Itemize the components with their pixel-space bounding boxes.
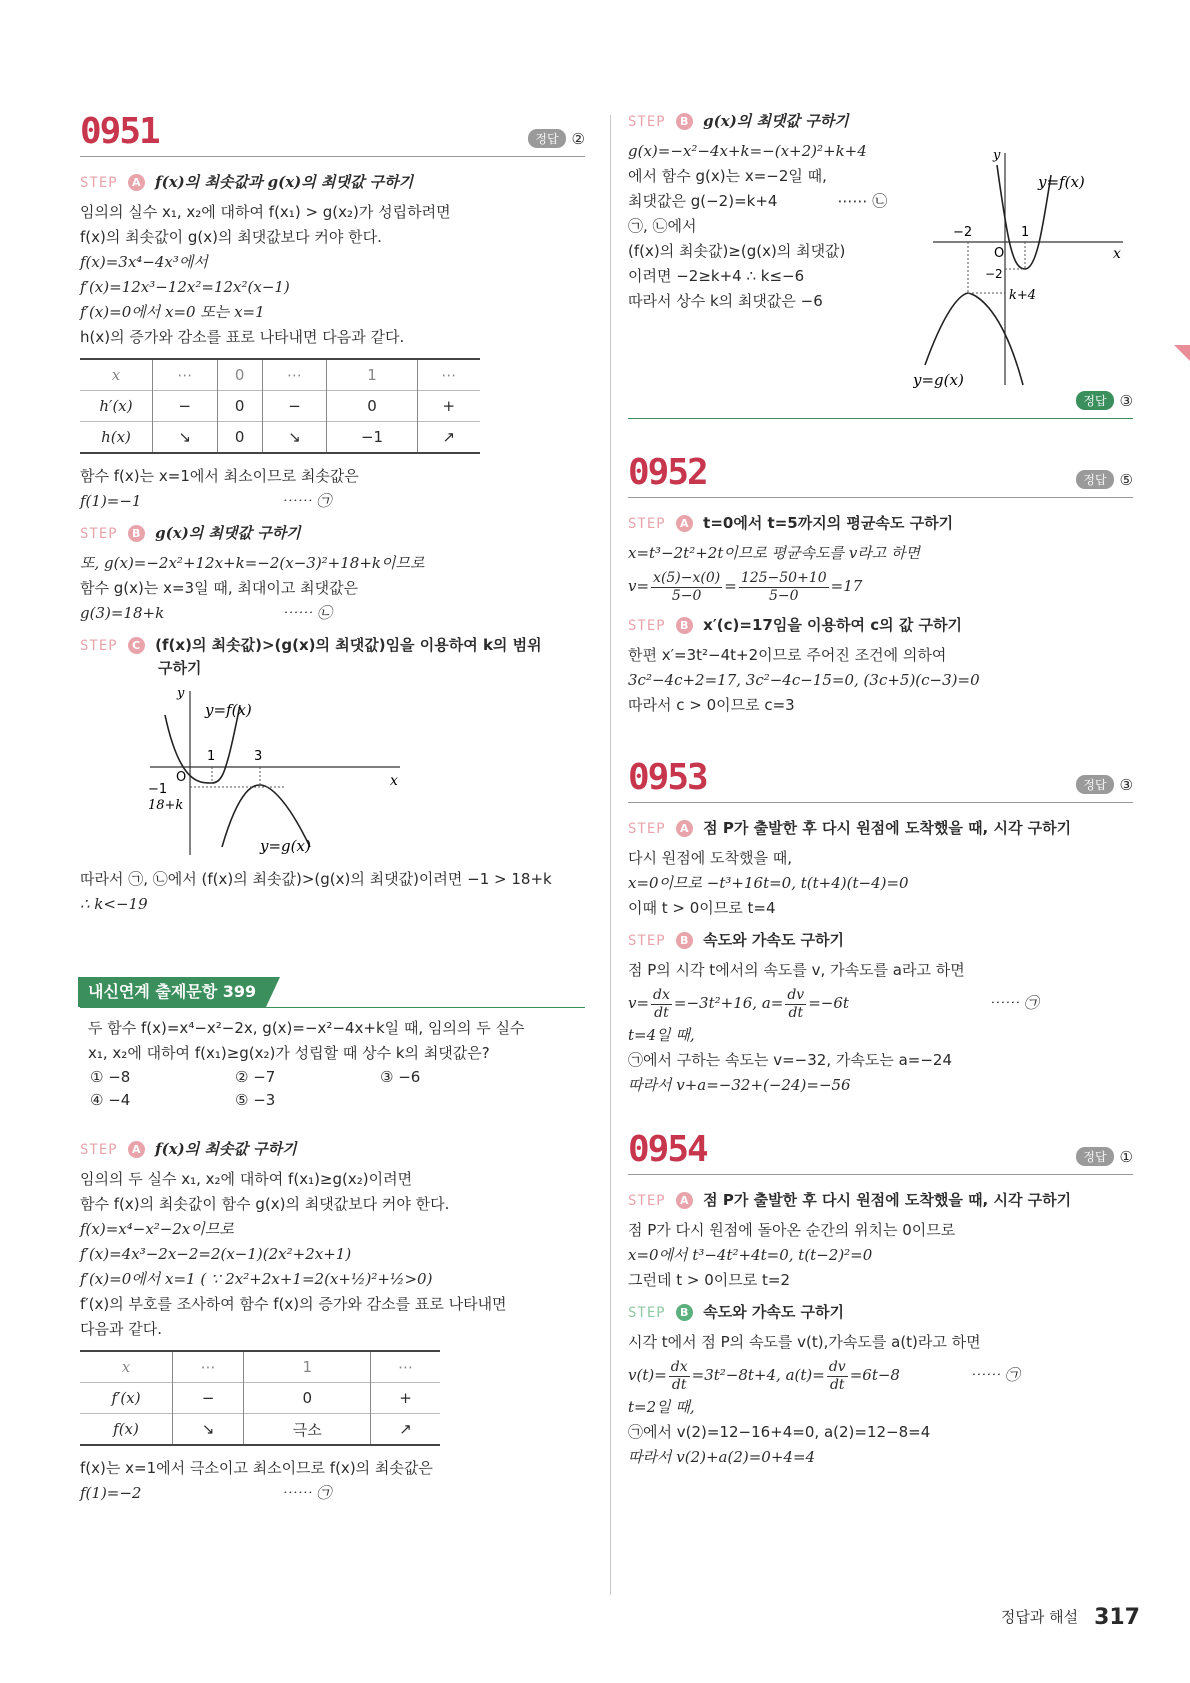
table-cell: ↗ bbox=[417, 422, 480, 454]
table-cell: ⋯ bbox=[417, 359, 480, 391]
solution-line: ㉠에서 구하는 속도는 v=−32, 가속도는 a=−24 bbox=[628, 1051, 953, 1069]
step-heading bbox=[80, 634, 585, 679]
axis-label-x: x bbox=[1113, 246, 1121, 262]
denominator: dt bbox=[829, 1376, 845, 1393]
curve-label-gx: y=g(x) bbox=[913, 371, 964, 389]
step-tag: STEP bbox=[80, 175, 118, 191]
fraction bbox=[739, 570, 829, 605]
step-title: f(x)의 최솟값 구하기 bbox=[155, 1140, 297, 1158]
origin-label: O bbox=[176, 770, 187, 785]
fraction bbox=[785, 987, 806, 1022]
table-cell: f(x) bbox=[80, 1414, 173, 1446]
solution-line: 3c²−4c+2=17, 3c²−4c−15=0, (3c+5)(c−3)=0 bbox=[628, 671, 980, 689]
equation: g(3)=18+k bbox=[80, 604, 165, 622]
answer-value: ⑤ bbox=[1119, 471, 1133, 489]
choice[interactable]: ③ −6 bbox=[380, 1068, 421, 1086]
answer-value: ② bbox=[571, 130, 585, 148]
step-letter: B bbox=[676, 932, 693, 949]
equation-mark: ⋯⋯ ㉠ bbox=[281, 1484, 332, 1502]
step-tag: STEP bbox=[628, 821, 666, 837]
table-cell: ⋯ bbox=[371, 1351, 440, 1383]
table-cell: − bbox=[153, 391, 218, 422]
curve-label-gx: y=g(x) bbox=[260, 837, 311, 855]
solution-line: 따라서 ㉠, ㉡에서 (f(x)의 최솟값)>(g(x)의 최댓값)이려면 −1 > 18+k bbox=[80, 870, 552, 888]
table-cell: 0 bbox=[244, 1383, 371, 1414]
solution-line: ㉠, ㉡에서 bbox=[628, 217, 697, 235]
tick-label: 1 bbox=[1021, 225, 1030, 240]
step-tag: STEP bbox=[80, 526, 118, 542]
tick-label: 1 bbox=[207, 749, 216, 764]
answer bbox=[1076, 775, 1133, 794]
answer bbox=[1076, 391, 1133, 410]
problem-0951-header bbox=[80, 110, 585, 157]
step-tag: STEP bbox=[628, 1305, 666, 1321]
equation-mark: ⋯⋯ ㉠ bbox=[988, 994, 1039, 1012]
solution-line: (f(x)의 최솟값)≥(g(x)의 최댓값) bbox=[628, 242, 846, 260]
tick-label: k+4 bbox=[1009, 288, 1037, 303]
fraction bbox=[827, 1359, 848, 1394]
fraction bbox=[651, 570, 722, 605]
answer-value: ③ bbox=[1119, 776, 1133, 794]
denominator: 5−0 bbox=[671, 587, 702, 604]
answer-badge: 정답 bbox=[1076, 391, 1113, 410]
numerator: dv bbox=[828, 1358, 846, 1375]
solution-line bbox=[80, 489, 585, 514]
table-cell: ⋯ bbox=[262, 359, 327, 391]
solution-line: 시각 t에서 점 P의 속도를 v(t),가속도를 a(t)라고 하면 bbox=[628, 1333, 981, 1351]
table-cell: 1 bbox=[244, 1351, 371, 1383]
section-rule bbox=[628, 418, 1133, 419]
solution-line: 따라서 v(2)+a(2)=0+4=4 bbox=[628, 1448, 816, 1466]
equation-mark: ⋯⋯ ㉡ bbox=[837, 192, 888, 210]
solution-line: ㉠에서 v(2)=12−16+4=0, a(2)=12−8=4 bbox=[628, 1423, 931, 1441]
solution-line: x=t³−2t²+2t이므로 평균속도를 v라고 하면 bbox=[628, 544, 921, 562]
answer-badge: 정답 bbox=[1076, 775, 1113, 794]
step-letter: B bbox=[676, 617, 693, 634]
solution-line: 이때 t > 0이므로 t=4 bbox=[628, 899, 776, 917]
increase-decrease-table bbox=[80, 1350, 440, 1446]
table-cell: ⋯ bbox=[153, 359, 218, 391]
table-cell: ↗ bbox=[371, 1414, 440, 1446]
table-cell: 0 bbox=[327, 391, 417, 422]
curve-label-fx: y=f(x) bbox=[205, 701, 252, 719]
step-heading bbox=[628, 512, 1133, 535]
solution-line: f′(x)=4x³−2x−2=2(x−1)(2x²+2x+1) bbox=[80, 1245, 352, 1263]
step-letter: A bbox=[676, 515, 693, 532]
problem-number: 0951 bbox=[80, 111, 159, 152]
step-tag: STEP bbox=[628, 933, 666, 949]
step-heading bbox=[628, 817, 1133, 840]
table-cell: h′(x) bbox=[80, 391, 153, 422]
answer-value: ① bbox=[1119, 1148, 1133, 1166]
table-cell: ↘ bbox=[153, 422, 218, 454]
graph-fx-gx-0951 bbox=[80, 685, 585, 863]
table-cell: 극소 bbox=[244, 1414, 371, 1446]
step-title: x′(c)=17임을 이용하여 c의 값 구하기 bbox=[703, 616, 963, 634]
solution-line: ∴ k<−19 bbox=[80, 895, 148, 913]
table-cell: x bbox=[80, 359, 153, 391]
answer-badge: 정답 bbox=[528, 129, 565, 148]
step-title: 점 P가 출발한 후 다시 원점에 도착했을 때, 시각 구하기 bbox=[703, 819, 1072, 837]
solution-line: f′(x)=12x³−12x²=12x²(x−1) bbox=[80, 278, 290, 296]
step-tag: STEP bbox=[628, 516, 666, 532]
solution-line: 이려면 −2≥k+4 ∴ k≤−6 bbox=[628, 267, 805, 285]
solution-line: 그런데 t > 0이므로 t=2 bbox=[628, 1271, 790, 1289]
step-letter: A bbox=[676, 1192, 693, 1209]
footer-label: 정답과 해설 bbox=[1000, 1608, 1079, 1626]
step-title: 점 P가 출발한 후 다시 원점에 도착했을 때, 시각 구하기 bbox=[703, 1191, 1072, 1209]
solution-line: t=2일 때, bbox=[628, 1398, 695, 1416]
equation: =17 bbox=[830, 577, 863, 595]
answer-badge: 정답 bbox=[1076, 470, 1113, 489]
choice[interactable]: ② −7 bbox=[235, 1068, 276, 1086]
equation: =3t²−8t+4, a(t)= bbox=[691, 1366, 825, 1384]
solution-line: 따라서 상수 k의 최댓값은 −6 bbox=[628, 292, 823, 310]
table-cell: + bbox=[371, 1383, 440, 1414]
step-tag: STEP bbox=[628, 1193, 666, 1209]
solution-line: 함수 f(x)의 최솟값이 함수 g(x)의 최댓값보다 커야 한다. bbox=[80, 1195, 450, 1213]
solution-line: 다시 원점에 도착했을 때, bbox=[628, 849, 792, 867]
solution-line: t=4일 때, bbox=[628, 1026, 695, 1044]
table-cell: −1 bbox=[327, 422, 417, 454]
numerator: 125−50+10 bbox=[740, 569, 827, 586]
solution-line: f′(x)=0에서 x=0 또는 x=1 bbox=[80, 303, 265, 321]
solution-line: f(x)=x⁴−x²−2x이므로 bbox=[80, 1220, 234, 1238]
numerator: dx bbox=[670, 1358, 688, 1375]
fraction bbox=[651, 987, 672, 1022]
solution-line: f(x)=3x⁴−4x³에서 bbox=[80, 253, 208, 271]
table-cell: ↘ bbox=[262, 422, 327, 454]
denominator: 5−0 bbox=[768, 587, 799, 604]
table-cell: f′(x) bbox=[80, 1383, 173, 1414]
step-heading bbox=[628, 110, 1133, 133]
tick-label: 18+k bbox=[148, 798, 184, 813]
solution-line: 임의의 실수 x₁, x₂에 대하여 f(x₁) > g(x₂)가 성립하려면 bbox=[80, 203, 451, 221]
step-heading bbox=[80, 522, 585, 545]
page-number: 317 bbox=[1094, 1605, 1140, 1630]
table-cell: ⋯ bbox=[173, 1351, 244, 1383]
step-title: f(x)의 최솟값과 g(x)의 최댓값 구하기 bbox=[155, 173, 414, 191]
equation: v= bbox=[628, 994, 650, 1012]
equation: v= bbox=[628, 577, 650, 595]
graph-fx-gx-naeshin bbox=[913, 145, 1133, 395]
equation: =−6t bbox=[808, 994, 849, 1012]
question-line: x₁, x₂에 대하여 f(x₁)≥g(x₂)가 성립할 때 상수 k의 최댓값은? bbox=[88, 1044, 490, 1062]
solution-line: f(x)는 x=1에서 극소이고 최소이므로 f(x)의 최솟값은 bbox=[80, 1459, 433, 1477]
tick-label: 3 bbox=[254, 749, 263, 764]
solution-line: f′(x)의 부호를 조사하여 함수 f(x)의 증가와 감소를 표로 나타내면 bbox=[80, 1295, 507, 1313]
step-title: 속도와 가속도 구하기 bbox=[703, 1303, 845, 1321]
question-line: 두 함수 f(x)=x⁴−x²−2x, g(x)=−x²−4x+k일 때, 임의의 두 실수 bbox=[88, 1019, 525, 1037]
equation: =6t−8 bbox=[849, 1366, 900, 1384]
solution-line: 함수 g(x)는 x=3일 때, 최대이고 최댓값은 bbox=[80, 579, 359, 597]
curve-label-fx: y=f(x) bbox=[1038, 173, 1085, 191]
left-column bbox=[80, 110, 585, 1506]
solution-line: 한편 x′=3t²−4t+2이므로 주어진 조건에 의하여 bbox=[628, 646, 947, 664]
choice[interactable]: ① −8 bbox=[90, 1068, 131, 1086]
step-letter: B bbox=[676, 113, 693, 130]
step-heading bbox=[628, 1301, 1133, 1324]
step-letter: B bbox=[128, 525, 145, 542]
equation-mark: ⋯⋯ ㉠ bbox=[281, 492, 332, 510]
axis-label-x: x bbox=[390, 773, 398, 789]
equation: f(1)=−2 bbox=[80, 1484, 142, 1502]
solution-line: 다음과 같다. bbox=[80, 1320, 162, 1338]
page-footer bbox=[1001, 1605, 1140, 1630]
naeshin-banner bbox=[80, 977, 585, 1008]
tick-label: −2 bbox=[953, 225, 973, 240]
equation: f(1)=−1 bbox=[80, 492, 142, 510]
step-letter: A bbox=[128, 1141, 145, 1158]
table-cell: − bbox=[262, 391, 327, 422]
choice[interactable]: ④ −4 bbox=[90, 1091, 131, 1109]
step-title: t=0에서 t=5까지의 평균속도 구하기 bbox=[703, 514, 954, 532]
table-cell: h(x) bbox=[80, 422, 153, 454]
solution-line: f′(x)=0에서 x=1 ( ∵ 2x²+2x+1=2(x+½)²+½>0) bbox=[80, 1270, 433, 1288]
denominator: dt bbox=[788, 1004, 804, 1021]
numerator: dv bbox=[787, 986, 805, 1003]
answer bbox=[1076, 1147, 1133, 1166]
right-column bbox=[628, 110, 1133, 1470]
solution-line: 점 P의 시각 t에서의 속도를 v, 가속도를 a라고 하면 bbox=[628, 961, 965, 979]
table-cell: 0 bbox=[217, 391, 262, 422]
solution-line: 함수 f(x)는 x=1에서 최소이므로 최솟값은 bbox=[80, 467, 359, 485]
tick-label: −1 bbox=[148, 782, 168, 797]
denominator: dt bbox=[654, 1004, 669, 1021]
answer bbox=[1076, 470, 1133, 489]
table-cell: x bbox=[80, 1351, 173, 1383]
step-tag: STEP bbox=[628, 618, 666, 634]
step-title: (f(x)의 최솟값)>(g(x)의 최댓값)임을 이용하여 k의 범위 bbox=[155, 636, 542, 654]
solution-line: g(x)=−x²−4x+k=−(x+2)²+k+4 bbox=[628, 142, 867, 160]
solution-line: 점 P가 다시 원점에 돌아온 순간의 위치는 0이므로 bbox=[628, 1221, 956, 1239]
answer-choices bbox=[90, 1066, 585, 1112]
equation-mark: ⋯⋯ ㉡ bbox=[282, 604, 332, 622]
naeshin-continued bbox=[628, 110, 1133, 410]
fraction bbox=[669, 1359, 690, 1394]
solution-line: 따라서 c > 0이므로 c=3 bbox=[628, 696, 795, 714]
choice[interactable]: ⑤ −3 bbox=[235, 1091, 276, 1109]
page-edge-tab bbox=[1174, 345, 1190, 361]
step-heading bbox=[80, 171, 585, 194]
axis-label-y: y bbox=[177, 686, 185, 701]
solution-line: 에서 함수 g(x)는 x=−2일 때, bbox=[628, 167, 827, 185]
solution-line bbox=[628, 1355, 1133, 1395]
column-divider bbox=[610, 115, 611, 1595]
step-letter: B bbox=[676, 1304, 693, 1321]
table-cell: 1 bbox=[327, 359, 417, 391]
equation: 최댓값은 g(−2)=k+4 bbox=[628, 192, 778, 210]
problem-0954-header bbox=[628, 1128, 1133, 1175]
numerator: dx bbox=[653, 986, 670, 1003]
solution-line: h(x)의 증가와 감소를 표로 나타내면 다음과 같다. bbox=[80, 328, 405, 346]
step-letter: A bbox=[676, 820, 693, 837]
solution-line bbox=[80, 601, 585, 626]
problem-number: 0954 bbox=[628, 1129, 707, 1170]
step-title: g(x)의 최댓값 구하기 bbox=[155, 524, 301, 542]
step-title-cont: 구하기 bbox=[158, 659, 202, 677]
table-cell: ↘ bbox=[173, 1414, 244, 1446]
solution-line: x=0에서 t³−4t²+4t=0, t(t−2)²=0 bbox=[628, 1246, 873, 1264]
denominator: dt bbox=[671, 1376, 687, 1393]
solution-line bbox=[80, 1481, 585, 1506]
problem-0953-header bbox=[628, 756, 1133, 803]
answer-value: ③ bbox=[1119, 392, 1133, 410]
equation: v(t)= bbox=[628, 1366, 667, 1384]
step-tag: STEP bbox=[628, 114, 666, 130]
solution-line: 또, g(x)=−2x²+12x+k=−2(x−3)²+18+k이므로 bbox=[80, 554, 425, 572]
step-tag: STEP bbox=[80, 638, 118, 654]
step-heading bbox=[628, 1189, 1133, 1212]
step-letter: A bbox=[128, 174, 145, 191]
problem-0952-header bbox=[628, 451, 1133, 498]
table-cell: 0 bbox=[217, 422, 262, 454]
equation-mark: ⋯⋯ ㉠ bbox=[969, 1366, 1020, 1384]
numerator: x(5)−x(0) bbox=[653, 569, 721, 586]
axis-label-y: y bbox=[993, 148, 1001, 163]
table-cell: + bbox=[417, 391, 480, 422]
naeshin-label: 내신연계 출제문항 399 bbox=[78, 977, 266, 1007]
solution-line: x=0이므로 −t³+16t=0, t(t+4)(t−4)=0 bbox=[628, 874, 909, 892]
solution-line: 따라서 v+a=−32+(−24)=−56 bbox=[628, 1076, 851, 1094]
origin-label: O bbox=[994, 246, 1005, 261]
answer bbox=[528, 129, 585, 148]
problem-number: 0953 bbox=[628, 757, 707, 798]
table-cell: − bbox=[173, 1383, 244, 1414]
step-letter: C bbox=[128, 637, 145, 654]
problem-number: 0952 bbox=[628, 452, 707, 493]
solution-line: v= $\frac{x(5)-x(0)}{5-0}$ = $\frac{125-50+10}{5-0}$ =17 bbox=[628, 569, 863, 604]
step-title: 속도와 가속도 구하기 bbox=[703, 931, 845, 949]
table-cell: 0 bbox=[217, 359, 262, 391]
step-title: g(x)의 최댓값 구하기 bbox=[703, 112, 849, 130]
step-tag: STEP bbox=[80, 1142, 118, 1158]
tick-label: −2 bbox=[985, 267, 1003, 281]
answer-badge: 정답 bbox=[1076, 1147, 1113, 1166]
equation: =−3t²+16, a= bbox=[673, 994, 784, 1012]
solution-line: f(x)의 최솟값이 g(x)의 최댓값보다 커야 한다. bbox=[80, 228, 382, 246]
solution-line: 임의의 두 실수 x₁, x₂에 대하여 f(x₁)≥g(x₂)이려면 bbox=[80, 1170, 413, 1188]
solution-line bbox=[628, 983, 1133, 1023]
step-heading bbox=[628, 929, 1133, 952]
step-heading bbox=[628, 614, 1133, 637]
step-heading bbox=[80, 1138, 585, 1161]
increase-decrease-table bbox=[80, 358, 480, 454]
